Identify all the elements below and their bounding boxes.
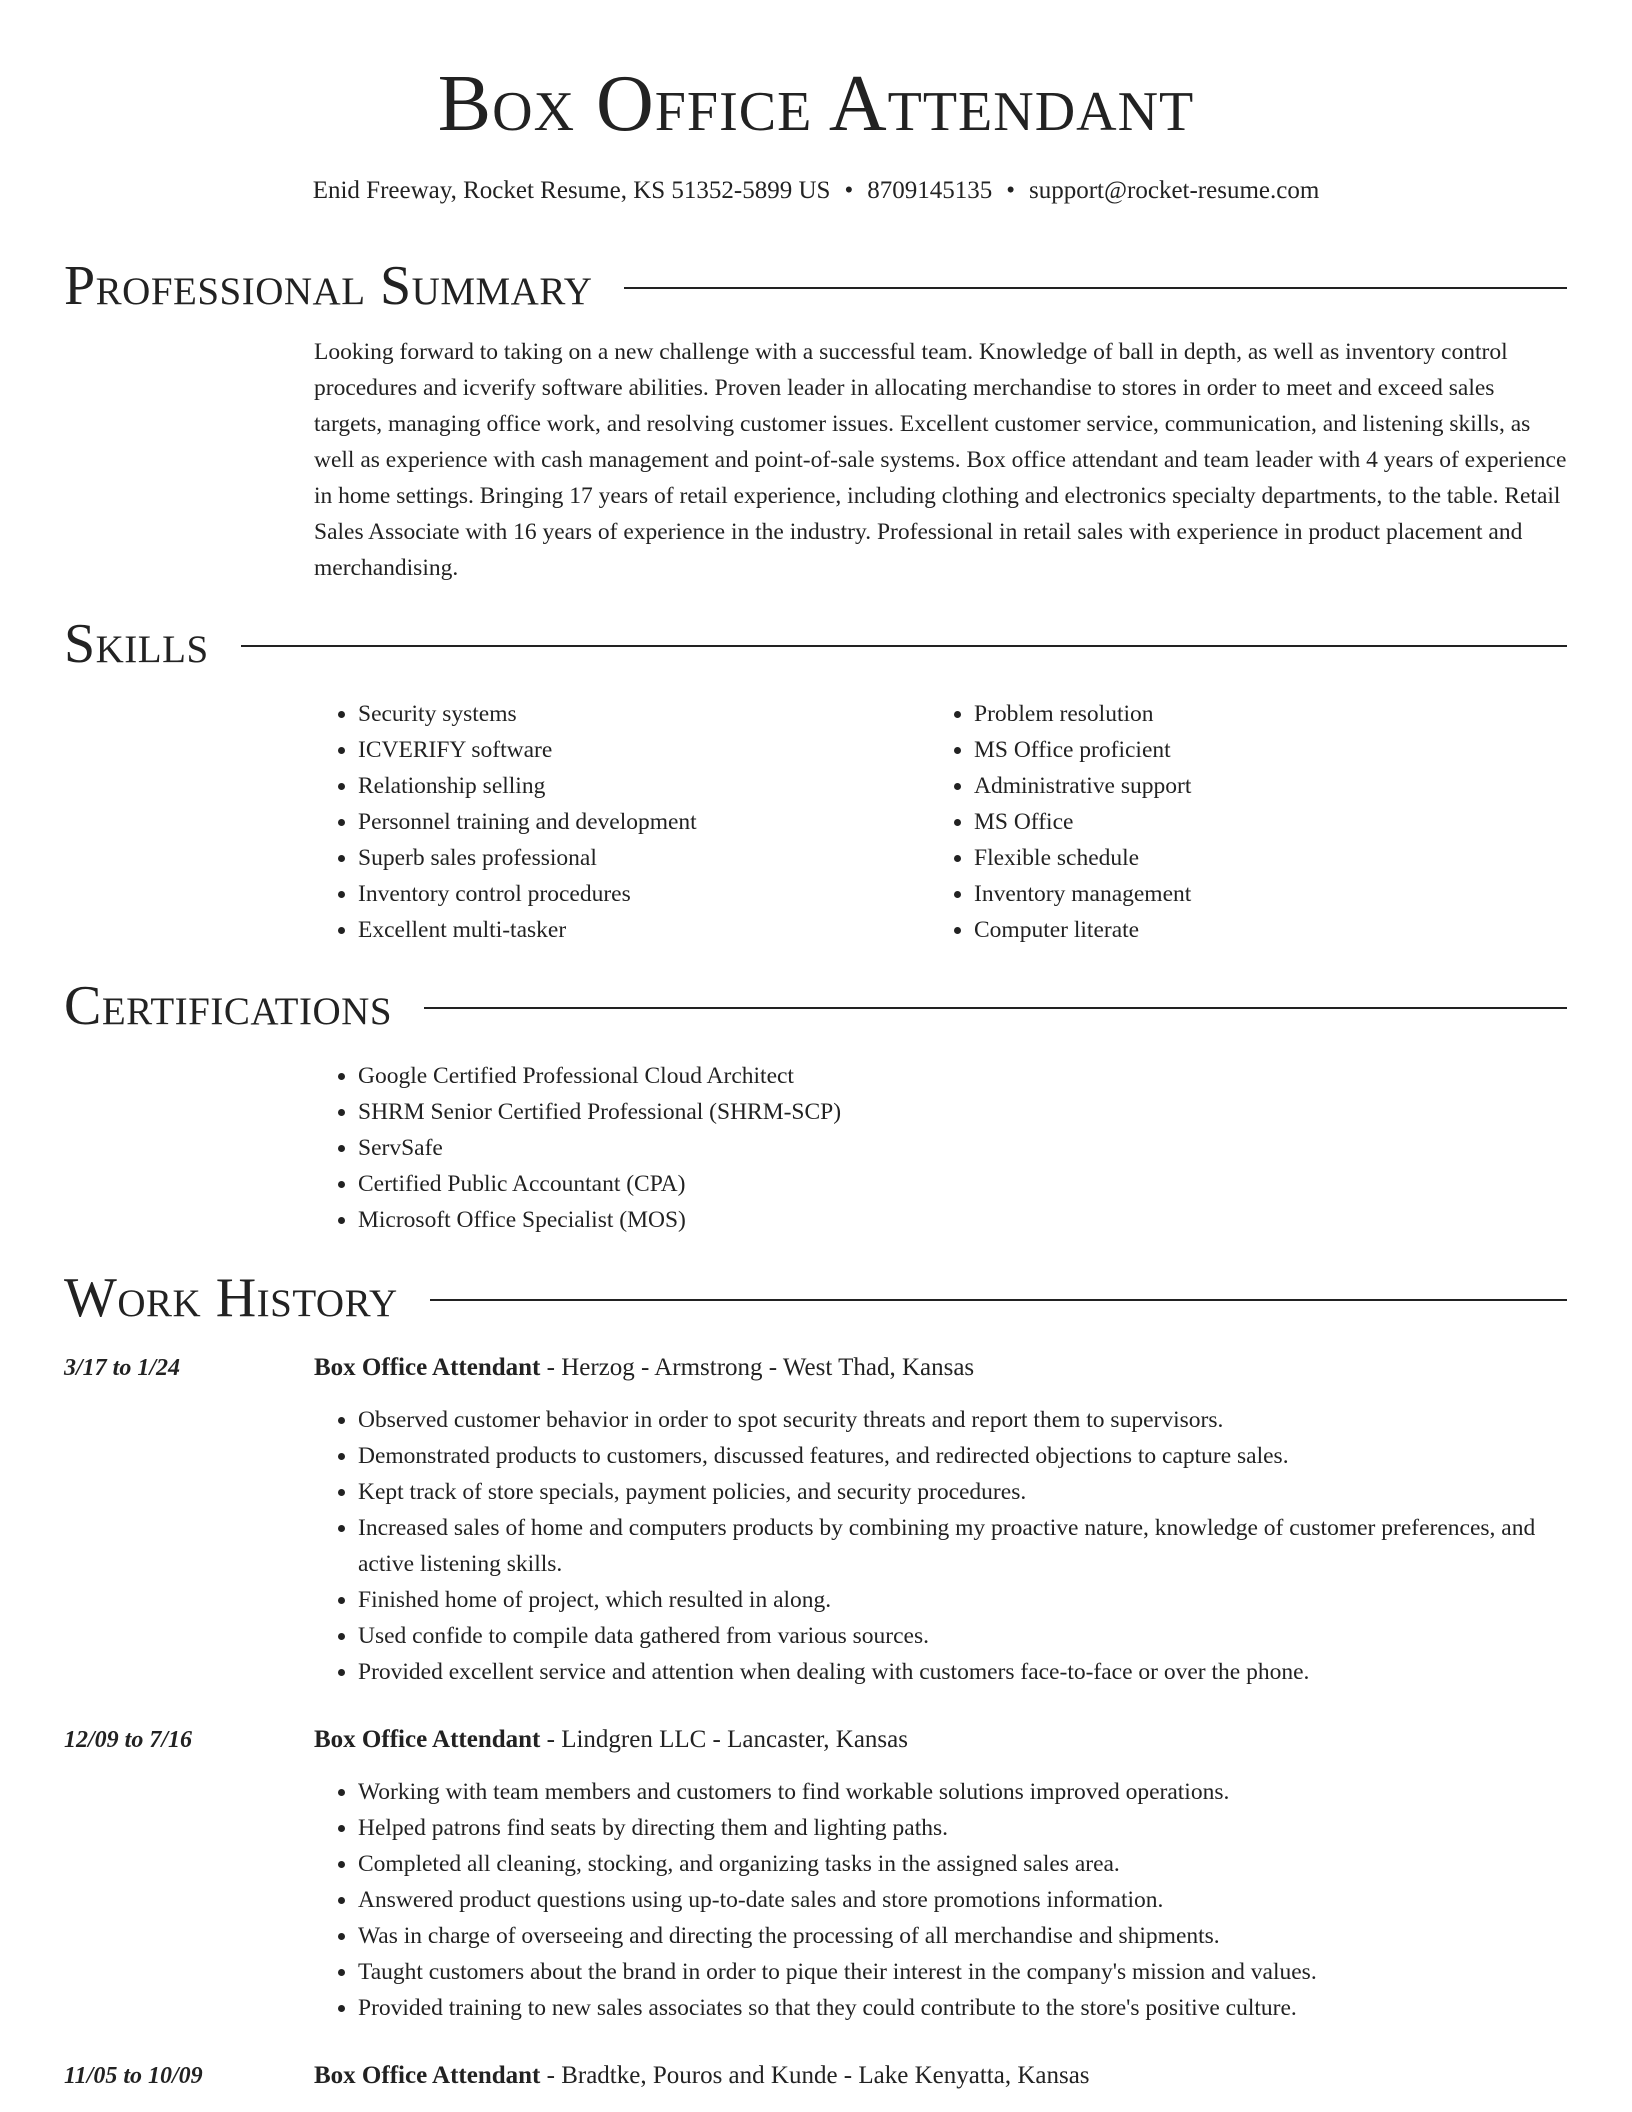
work-history-title: Work History — [64, 1267, 398, 1329]
certification-item: • SHRM Senior Certified Professional (SHRM-SCP) — [358, 1094, 1567, 1130]
job-bullet: • Observed customer behavior in order to spot security threats and report them to supervisors. — [358, 1402, 1567, 1438]
job-entry — [64, 2058, 1567, 2094]
summary-title: Professional Summary — [64, 255, 593, 317]
job-dates: 3/17 to 1/24 — [64, 1355, 181, 1381]
skill-item: • MS Office proficient — [974, 732, 1546, 768]
skill-item: • Superb sales professional — [358, 840, 930, 876]
job-bullet: • Helped patrons find seats by directing them and lighting paths. — [358, 1810, 1567, 1846]
skills-columns — [314, 696, 1567, 948]
job-company: - Bradtke, Pouros and Kunde - Lake Kenyatta, Kansas — [540, 2062, 1090, 2089]
section-divider — [430, 1299, 1567, 1301]
work-history-section — [64, 1268, 1567, 2110]
job-title-line — [314, 1722, 1567, 1758]
skill-item: • Inventory management — [974, 876, 1546, 912]
certifications-body — [314, 1058, 1567, 1238]
skill-item: • MS Office — [974, 804, 1546, 840]
certifications-list — [314, 1058, 1567, 1238]
job-bullet: • Completed all cleaning, stocking, and organizing tasks in the assigned sales area. — [358, 1846, 1567, 1882]
certifications-section — [64, 976, 1567, 1238]
skills-list-right — [930, 696, 1546, 948]
job-bullet: • Taught customers about the brand in order to pique their interest in the company's mission and values. — [358, 1954, 1567, 1990]
job-bullet: • Kept track of store specials, payment policies, and security procedures. — [358, 1474, 1567, 1510]
skill-item: • Flexible schedule — [974, 840, 1546, 876]
skill-item: • Personnel training and development — [358, 804, 930, 840]
job-role: Box Office Attendant — [314, 1726, 541, 1753]
certifications-title: Certifications — [64, 975, 393, 1037]
contact-email[interactable]: support@rocket-resume.com — [1029, 177, 1320, 204]
job-bullet: • Working with team members and customers to find workable solutions improved operations. — [358, 1774, 1567, 1810]
job-title-line — [314, 1350, 1567, 1386]
skill-item: • Administrative support — [974, 768, 1546, 804]
job-bullet: • Provided excellent service and attention when dealing with customers face-to-face or over the phone. — [358, 1654, 1567, 1690]
skill-item: • Excellent multi-tasker — [358, 912, 930, 948]
skill-item: • Problem resolution — [974, 696, 1546, 732]
job-bullet: • Finished home of project, which resulted in along. — [358, 1582, 1567, 1618]
skill-item: • Relationship selling — [358, 768, 930, 804]
skills-section — [64, 614, 1567, 948]
job-dates: 11/05 to 10/09 — [64, 2063, 203, 2089]
candidate-name: Box Office Attendant — [437, 60, 1195, 148]
job-company: - Herzog - Armstrong - West Thad, Kansas — [540, 1354, 975, 1381]
section-divider — [624, 287, 1567, 289]
job-dates: 12/09 to 7/16 — [64, 1727, 193, 1753]
summary-section — [64, 256, 1567, 586]
certification-item: • ServSafe — [358, 1130, 1567, 1166]
summary-text: Looking forward to taking on a new challenge with a successful team. Knowledge of ball in depth, as well as inventory control procedures and icverify software abilities. Proven leader in allocating merchandise to stores in order to meet and exceed sales targets, managing office work, and resolving customer issues. Excellent customer service, communication, and listening skills, as well as experience with cash management and point-of-sale systems. Box office attendant and team leader with 4 years of experience in home settings. Bringing 17 years of retail experience, including clothing and electronics specialty departments, to the table. Retail Sales Associate with 16 years of experience in the industry. Professional in retail sales with experience in product placement and merchandising. — [314, 339, 1567, 581]
contact-address: Enid Freeway, Rocket Resume, KS 51352-5899 US — [312, 177, 831, 204]
job-bullet: • Was in charge of overseeing and directing the processing of all merchandise and shipments. — [358, 1918, 1567, 1954]
certification-item: • Microsoft Office Specialist (MOS) — [358, 1202, 1567, 1238]
job-title-line — [314, 2058, 1567, 2094]
skill-item: • Security systems — [358, 696, 930, 732]
certification-item: • Google Certified Professional Cloud Architect — [358, 1058, 1567, 1094]
certification-item: • Certified Public Accountant (CPA) — [358, 1166, 1567, 1202]
job-bullet: • Used confide to compile data gathered from various sources. — [358, 1618, 1567, 1654]
skill-item: • ICVERIFY software — [358, 732, 930, 768]
contact-separator: • — [844, 177, 854, 204]
job-role: Box Office Attendant — [314, 1354, 541, 1381]
job-bullets — [314, 1774, 1567, 2026]
skills-header — [64, 614, 1567, 674]
skill-item: • Computer literate — [974, 912, 1546, 948]
job-company: - Lindgren LLC - Lancaster, Kansas — [540, 1726, 908, 1753]
summary-body — [314, 334, 1567, 586]
certifications-header — [64, 976, 1567, 1036]
job-bullet: • Provided training to new sales associates so that they could contribute to the store's positive culture. — [358, 1990, 1567, 2026]
job-entry — [64, 1350, 1567, 1690]
contact-phone: 8709145135 — [867, 177, 993, 204]
job-bullet: • Answered product questions using up-to-date sales and store promotions information. — [358, 1882, 1567, 1918]
section-divider — [241, 645, 1567, 647]
skills-title: Skills — [64, 613, 209, 675]
skill-item: • Inventory control procedures — [358, 876, 930, 912]
work-history-header — [64, 1268, 1567, 1328]
job-bullet: • Demonstrated products to customers, discussed features, and redirected objections to capture sales. — [358, 1438, 1567, 1474]
skills-list-left — [314, 696, 930, 948]
summary-header — [64, 256, 1567, 316]
job-entry — [64, 1722, 1567, 2026]
section-divider — [424, 1007, 1567, 1009]
job-bullets — [314, 1402, 1567, 1690]
job-bullet: • Increased sales of home and computers products by combining my proactive nature, knowledge of customer preferences, and active listening skills. — [358, 1510, 1567, 1582]
contact-line — [0, 176, 1632, 206]
job-role: Box Office Attendant — [314, 2062, 541, 2089]
contact-separator: • — [1006, 177, 1015, 204]
